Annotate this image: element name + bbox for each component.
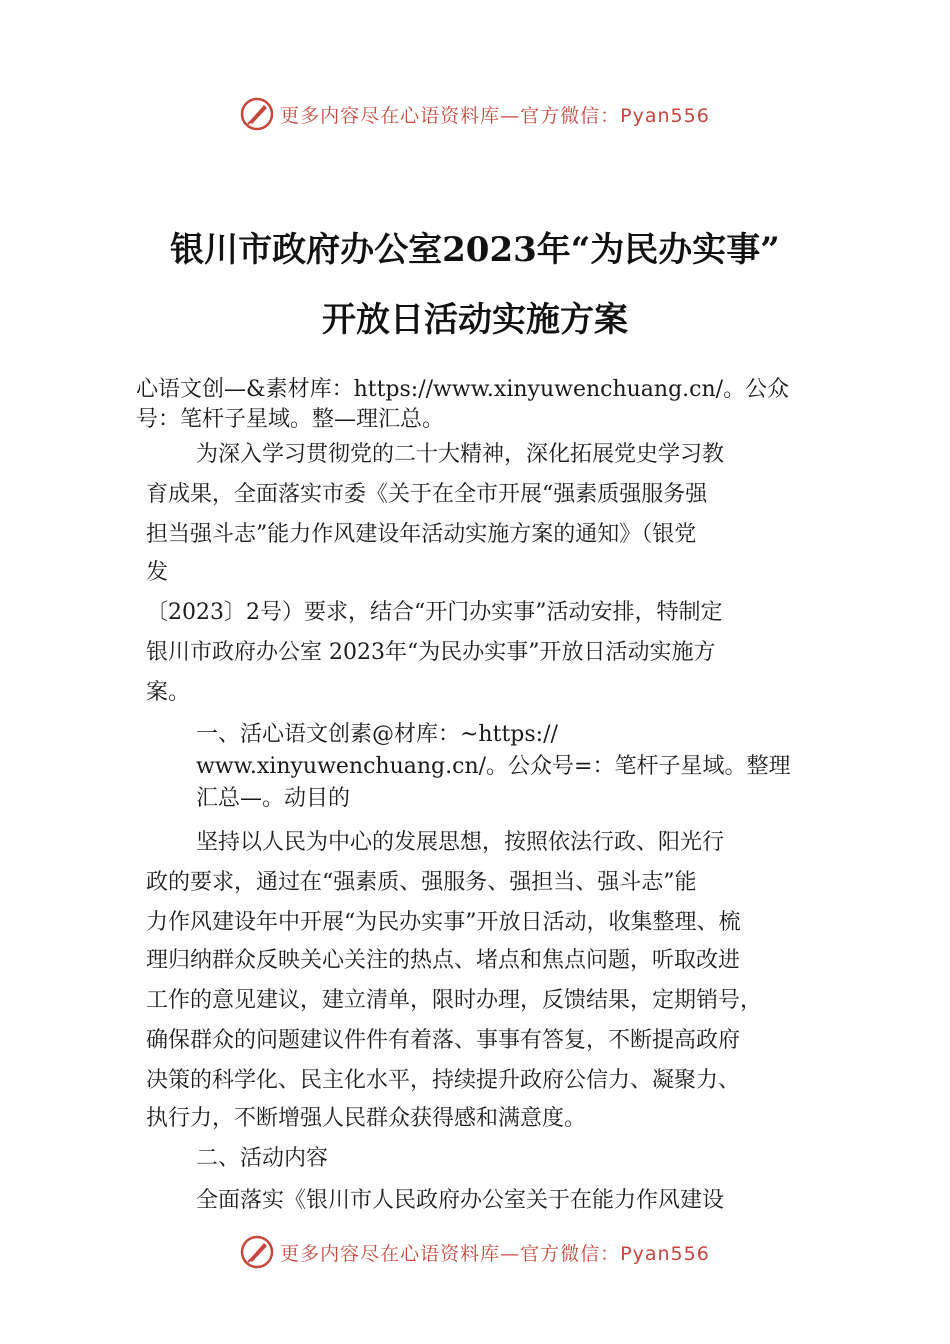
body-line: 力作风建设年中开展“为民办实事”开放日活动，收集整理、梳 [146,910,741,935]
body-line: 号：笔杆子星域。整—理汇总。 [136,407,445,432]
body-line: 决策的科学化、民主化水平，持续提升政府公信力、凝聚力、 [146,1068,741,1093]
body-line: 为深入学习贯彻党的二十大精神，深化拓展党史学习教 [196,442,725,467]
banner-text: 更多内容尽在心语资料库—官方微信：Pyan556 [280,104,710,127]
quill-logo-icon [240,97,274,131]
body-line: 全面落实《银川市人民政府办公室关于在能力作风建设 [196,1188,725,1213]
banner-wechat-id: Pyan556 [620,104,710,127]
header-banner [0,94,950,134]
banner-wechat-id: Pyan556 [620,1242,710,1265]
body-line: 执行力，不断增强人民群众获得感和满意度。 [146,1106,587,1131]
quill-logo-icon [240,1235,274,1269]
document-title-line-2: 开放日活动实施方案 [322,300,628,340]
body-line: 银川市政府办公室 2023年“为民办实事”开放日活动实施方 [146,640,716,665]
body-line: 确保群众的问题建议件件有着落、事事有答复，不断提高政府 [146,1028,741,1053]
body-line: www.xinyuwenchuang.cn/。公众号=：笔杆子星域。整理 [196,754,791,779]
body-line: 心语文创—&素材库：https://www.xinyuwenchuang.cn/。公众 [136,377,790,402]
body-line: 担当强斗志”能力作风建设年活动实施方案的通知》（银党 [146,522,697,547]
body-line: 政的要求，通过在“强素质、强服务、强担当、强斗志”能 [146,870,697,895]
footer-banner [0,1232,950,1272]
body-line: 工作的意见建议，建立清单，限时办理，反馈结果，定期销号， [146,988,763,1013]
body-line: 汇总—。动目的 [196,786,351,811]
banner-text: 更多内容尽在心语资料库—官方微信：Pyan556 [280,1242,710,1265]
document-title-line-1: 银川市政府办公室2023年“为民办实事” [170,230,780,270]
body-line: 案。 [146,680,191,705]
body-line: 〔2023〕2号）要求，结合“开门办实事”活动安排，特制定 [146,600,723,625]
body-line: 坚持以人民为中心的发展思想，按照依法行政、阳光行 [196,830,725,855]
section-heading-2: 二、活动内容 [196,1146,329,1171]
body-line: 发 [146,560,169,585]
body-line: 理归纳群众反映关心关注的热点、堵点和焦点问题，听取改进 [146,948,741,973]
section-heading-1: 一、活心语文创素@材库：~https:// [196,722,558,747]
body-line: 育成果，全面落实市委《关于在全市开展“强素质强服务强 [146,482,708,507]
